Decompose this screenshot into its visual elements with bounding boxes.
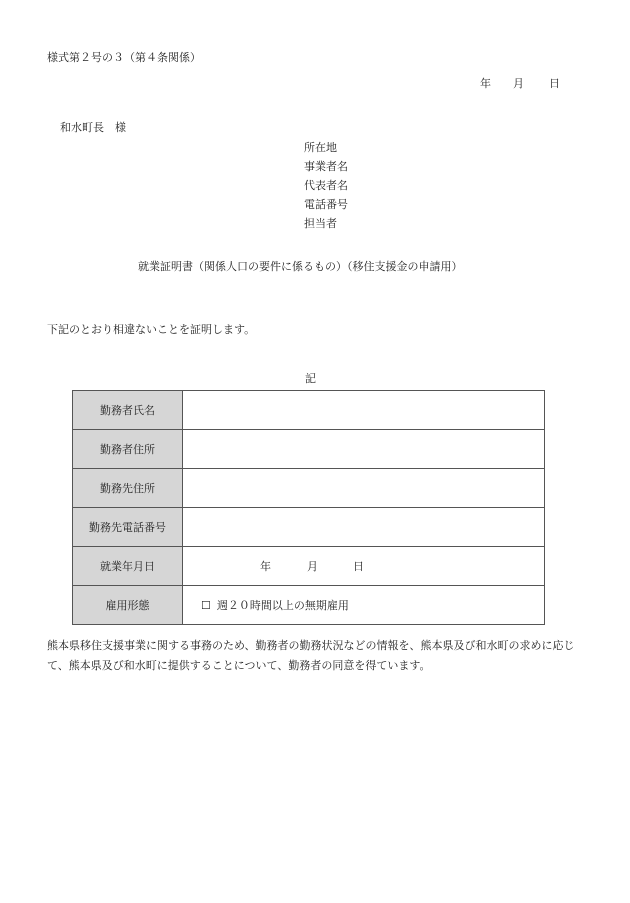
date-day-label: 日	[549, 77, 560, 90]
table-row	[73, 547, 545, 586]
employment-year-label: 年	[260, 560, 271, 573]
ki-heading: 記	[305, 372, 316, 385]
table-row	[73, 430, 545, 469]
employment-type-checkbox[interactable]: ☐	[201, 599, 211, 612]
sender-contact-label: 担当者	[304, 217, 337, 230]
employee-name-label: 勤務者氏名	[73, 391, 183, 430]
workplace-address-field[interactable]	[183, 469, 545, 508]
employee-address-field[interactable]	[183, 430, 545, 469]
sender-phone-label: 電話番号	[304, 198, 348, 211]
employment-date-field[interactable]	[183, 547, 545, 586]
info-table	[72, 390, 545, 625]
certify-text: 下記のとおり相違ないことを証明します。	[47, 323, 256, 336]
employment-month-label: 月	[307, 560, 318, 573]
date-month-label: 月	[513, 77, 524, 90]
date-line	[480, 75, 560, 91]
consent-text: 熊本県移住支援事業に関する事務のため、勤務者の勤務状況などの情報を、熊本県及び和水町の求めに応じて、熊本県及び和水町に提供することについて、勤務者の同意を得ています。	[47, 639, 575, 672]
workplace-phone-field[interactable]	[183, 508, 545, 547]
employment-type-field	[183, 586, 545, 625]
sender-block	[304, 138, 348, 233]
addressee: 和水町長 様	[60, 121, 126, 134]
date-year-label: 年	[480, 77, 491, 90]
document-title: 就業証明書（関係人口の要件に係るもの）（移住支援金の申請用）	[138, 260, 463, 273]
sender-address-label: 所在地	[304, 141, 337, 154]
employment-day-label: 日	[353, 560, 364, 573]
workplace-address-label: 勤務先住所	[73, 469, 183, 508]
employment-type-label: 雇用形態	[73, 586, 183, 625]
table-row	[73, 508, 545, 547]
table-row	[73, 391, 545, 430]
employee-name-field[interactable]	[183, 391, 545, 430]
employee-address-label: 勤務者住所	[73, 430, 183, 469]
table-row	[73, 586, 545, 625]
employment-type-option: 週２０時間以上の無期雇用	[216, 599, 349, 612]
employment-date-label: 就業年月日	[73, 547, 183, 586]
form-number: 様式第２号の３（第４条関係）	[47, 51, 201, 64]
table-row	[73, 469, 545, 508]
workplace-phone-label: 勤務先電話番号	[73, 508, 183, 547]
sender-representative-label: 代表者名	[304, 179, 348, 192]
sender-company-label: 事業者名	[304, 160, 348, 173]
